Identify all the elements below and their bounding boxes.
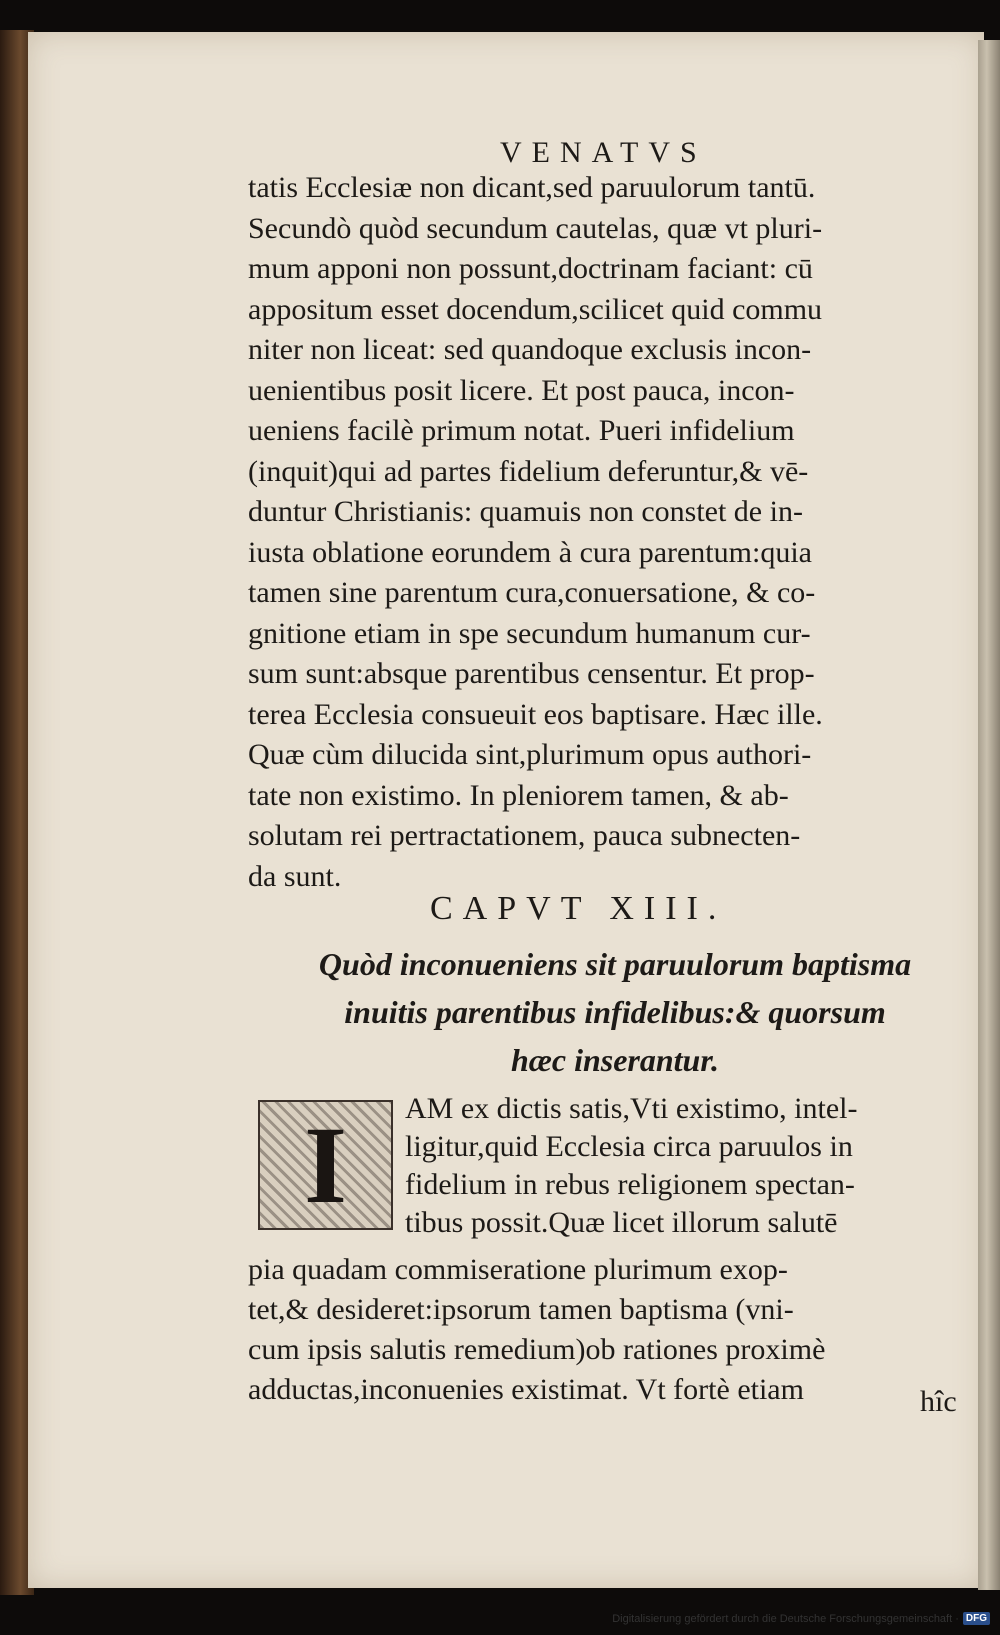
digitization-footer [612, 1612, 990, 1625]
text-line: adductas,inconuenies existimat. Vt fortè etiam [248, 1373, 804, 1406]
main-paragraph [248, 168, 973, 897]
text-line: mum apponi non possunt,doctrinam faciant: cū [248, 252, 813, 285]
text-line: fidelium in rebus religionem spectan- [405, 1168, 855, 1201]
text-line: terea Ecclesia consueuit eos baptisare. Hæc ille. [248, 697, 823, 731]
chapter-subtitle [255, 940, 975, 1084]
dfg-logo-icon: DFG [963, 1612, 990, 1625]
catchword: hîc [920, 1385, 957, 1418]
text-line: sum sunt:absque parentibus censentur. Et prop- [248, 657, 815, 690]
text-line: solutam rei pertractationem, pauca subnecten- [248, 819, 801, 852]
text-line: tatis Ecclesiæ non dicant,sed paruulorum tantū. [248, 171, 816, 204]
text-line: tibus possit.Quæ licet illorum salutē [405, 1206, 838, 1239]
subtitle-line: hæc inserantur. [510, 1042, 720, 1078]
text-line: AM ex dictis satis,Vti existimo, intel- [405, 1092, 858, 1125]
text-line: iusta oblatione eorundem à cura parentum:quia [248, 535, 812, 569]
subtitle-line: Quòd inconueniens sit paruulorum baptisma [318, 946, 912, 982]
text-line: uenientibus posit licere. Et post pauca, incon- [248, 373, 795, 407]
initial-letter: I [304, 1104, 347, 1226]
text-line: Secundò quòd secundum cautelas, quæ vt pluri- [248, 211, 823, 245]
indented-paragraph [405, 1090, 975, 1242]
text-line: tet,& desideret:ipsorum tamen baptisma (vni- [248, 1293, 794, 1326]
text-line: pia quadam commiseratione plurimum exop- [248, 1253, 788, 1286]
continuation-paragraph [248, 1250, 973, 1410]
text-line: cum ipsis salutis remedium)ob rationes proximè [248, 1333, 826, 1366]
text-line: appositum esset docendum,scilicet quid commu [248, 292, 823, 326]
subtitle-line: inuitis parentibus infidelibus:& quorsum [344, 994, 886, 1030]
decorated-initial [258, 1100, 393, 1230]
page-edge [978, 40, 1000, 1590]
text-line: ligitur,quid Ecclesia circa paruulos in [405, 1130, 853, 1163]
text-line: da sunt. [248, 859, 342, 893]
footer-text: Digitalisierung gefördert durch die Deutsche Forschungsgemeinschaft · [612, 1612, 959, 1625]
text-line: Quæ cùm dilucida sint,plurimum opus authori- [248, 738, 812, 771]
text-line: tamen sine parentum cura,conuersatione, & co- [248, 576, 816, 609]
text-line: niter non liceat: sed quandoque exclusis incon- [248, 333, 812, 366]
text-line: gnitione etiam in spe secundum humanum cur- [248, 616, 811, 650]
chapter-heading: CAPVT XIII. [430, 890, 727, 927]
text-line: (inquit)qui ad partes fidelium deferuntur,& vē- [248, 454, 809, 488]
text-line: duntur Christianis: quamuis non constet de in- [248, 495, 803, 528]
text-line: tate non existimo. In pleniorem tamen, & ab- [248, 778, 789, 812]
text-line: ueniens facilè primum notat. Pueri infidelium [248, 414, 795, 447]
running-title: VENATVS [500, 136, 707, 169]
